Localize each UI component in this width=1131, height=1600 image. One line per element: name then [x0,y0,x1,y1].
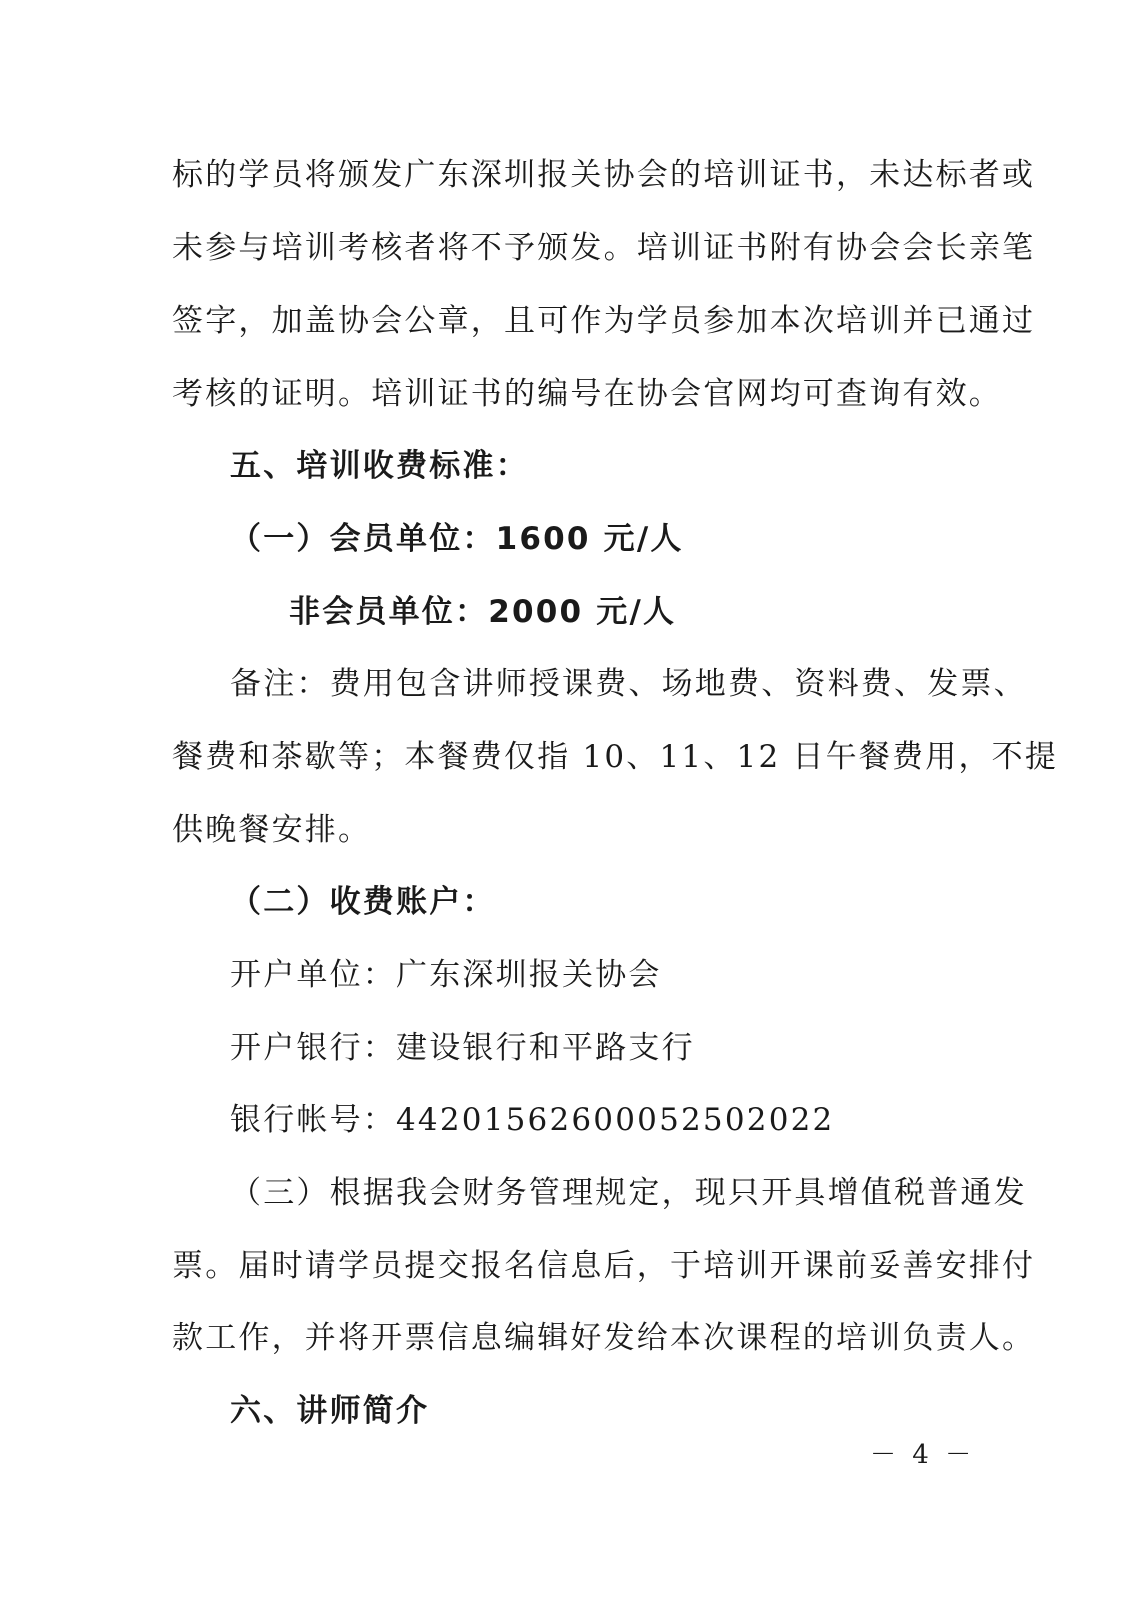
paragraph-line: 标的学员将颁发广东深圳报关协会的培训证书，未达标者或 [172,157,1036,193]
note-line: 餐费和茶歇等；本餐费仅指 10、11、12 日午餐费用，不提 [172,739,1059,775]
fee-nonmember: 非会员单位：2000 元/人 [289,594,677,630]
invoice-line: 票。届时请学员提交报名信息后，于培训开课前妥善安排付 [172,1248,1036,1284]
account-name: 开户单位：广东深圳报关协会 [230,957,662,993]
note-line: 备注：费用包含讲师授课费、场地费、资料费、发票、 [230,666,1027,702]
account-bank: 开户银行：建设银行和平路支行 [230,1030,695,1066]
paragraph-line: 签字，加盖协会公章，且可作为学员参加本次培训并已通过 [172,303,1036,339]
fee-member: （一）会员单位：1600 元/人 [230,521,684,557]
section-heading: 六、讲师简介 [230,1393,430,1429]
account-number: 银行帐号：44201562600052502022 [230,1102,835,1138]
note-line: 供晚餐安排。 [172,812,372,848]
page-number: － 4 － [870,1440,976,1470]
paragraph-line: 未参与培训考核者将不予颁发。培训证书附有协会会长亲笔 [172,230,1036,266]
paragraph-line: 考核的证明。培训证书的编号在协会官网均可查询有效。 [172,376,1002,412]
section-heading: 五、培训收费标准： [230,448,529,484]
subsection-heading: （二）收费账户： [230,884,496,920]
invoice-line: 款工作，并将开票信息编辑好发给本次课程的培训负责人。 [172,1320,1036,1356]
invoice-line: （三）根据我会财务管理规定，现只开具增值税普通发 [230,1175,1027,1211]
